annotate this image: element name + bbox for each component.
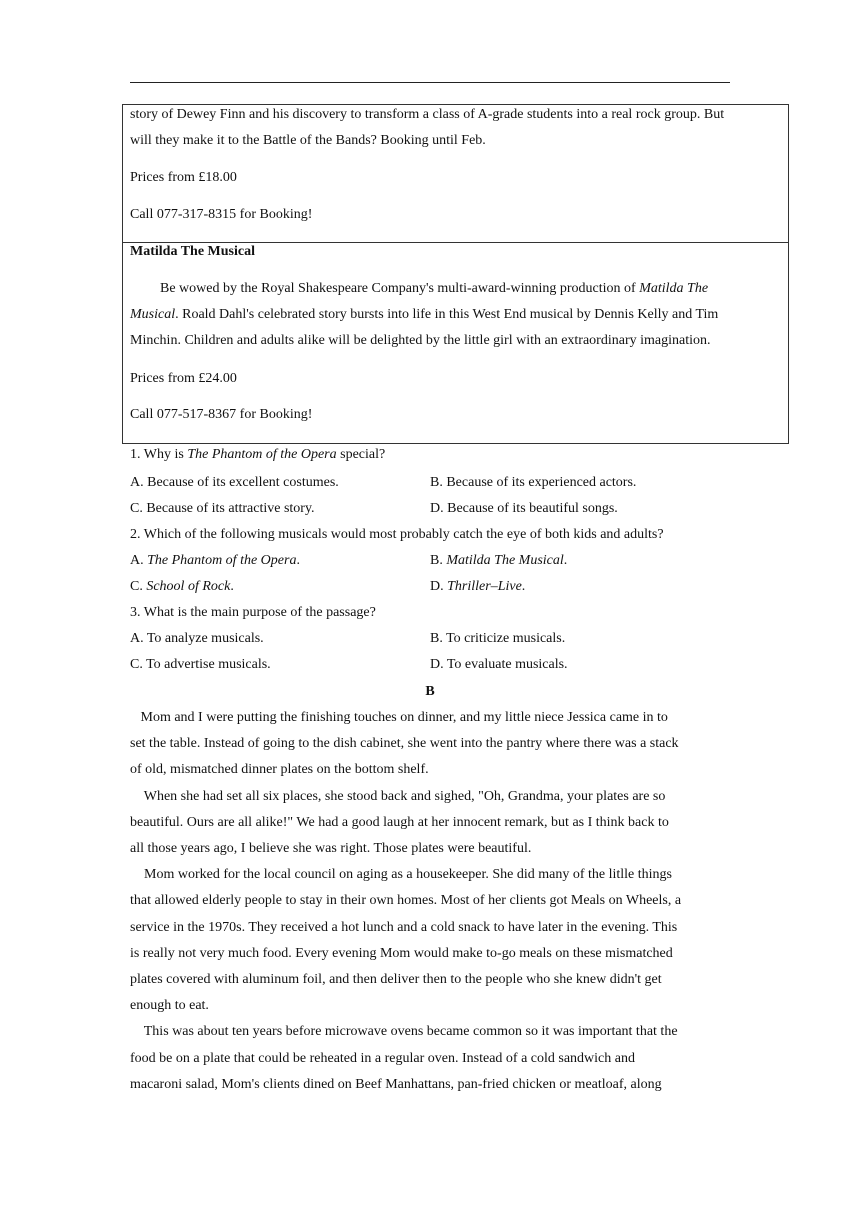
ad1-text-line-2: will they make it to the Battle of the Bands? Booking until Feb. [130, 133, 486, 148]
q1-option-b: B. Because of its experienced actors. [430, 475, 637, 490]
passage-b-line: of old, mismatched dinner plates on the bottom shelf. [130, 762, 429, 778]
question-3-stem: 3. What is the main purpose of the passage? [130, 605, 376, 620]
passage-b-line: is really not very much food. Every evening Mom would make to-go meals on these mismatched [130, 945, 673, 961]
q2-option-c: C. School of Rock. [130, 579, 234, 594]
ad2-text-line-3: Minchin. Children and adults alike will be delighted by the little girl with an extraordinary imagination. [130, 333, 711, 348]
ad2-booking-phone: Call 077-517-8367 for Booking! [130, 407, 313, 422]
ad1-text-line-1: story of Dewey Finn and his discovery to transform a class of A-grade students into a real rock group. But [130, 107, 725, 122]
q1-option-c: C. Because of its attractive story. [130, 501, 315, 516]
q3-option-c: C. To advertise musicals. [130, 657, 271, 672]
passage-b-line: This was about ten years before microwave ovens became common so it was important that the [130, 1024, 678, 1040]
q3-option-a: A. To analyze musicals. [130, 631, 264, 646]
passage-b-line: macaroni salad, Mom's clients dined on Beef Manhattans, pan-fried chicken or meatloaf, along [130, 1076, 662, 1092]
passage-b-line: enough to eat. [130, 998, 209, 1014]
passage-b-line: plates covered with aluminum foil, and then deliver then to the people who she knew didn't get [130, 972, 662, 987]
question-1-stem: 1. Why is The Phantom of the Opera special? [130, 447, 386, 462]
q1-option-d: D. Because of its beautiful songs. [430, 501, 618, 516]
q1-option-a: A. Because of its excellent costumes. [130, 475, 339, 490]
ad2-title: Matilda The Musical [130, 244, 255, 259]
header-rule [130, 82, 730, 83]
ad2-text-line-1: Be wowed by the Royal Shakespeare Company's multi-award-winning production of Matilda The [160, 281, 709, 296]
passage-b-line: food be on a plate that could be reheated in a regular oven. Instead of a cold sandwich and [130, 1050, 635, 1066]
q2-option-a: A. The Phantom of the Opera. [130, 553, 300, 568]
passage-b-line: set the table. Instead of going to the dish cabinet, she went into the pantry where there was a stack [130, 736, 679, 752]
ad1-booking-phone: Call 077-317-8315 for Booking! [130, 207, 313, 222]
passage-b-line: When she had set all six places, she stood back and sighed, "Oh, Grandma, your plates are so [130, 788, 666, 804]
ad2-price: Prices from £24.00 [130, 371, 237, 386]
q2-option-d: D. Thriller–Live. [430, 579, 526, 594]
q3-option-d: D. To evaluate musicals. [430, 657, 568, 672]
ad2-text-line-2: Musical. Roald Dahl's celebrated story bursts into life in this West End musical by Dennis Kelly and Tim [130, 307, 719, 322]
ad1-price: Prices from £18.00 [130, 170, 237, 185]
section-heading-b: B [425, 684, 435, 699]
passage-b-line: Mom worked for the local council on aging as a housekeeper. She did many of the litlle things [130, 867, 672, 883]
passage-b-line: that allowed elderly people to stay in their own homes. Most of her clients got Meals on Wheels, a [130, 893, 682, 909]
passage-b-line: all those years ago, I believe she was right. Those plates were beautiful. [130, 841, 532, 856]
passage-b-line: Mom and I were putting the finishing touches on dinner, and my little niece Jessica came in to [130, 710, 668, 725]
question-2-stem: 2. Which of the following musicals would most probably catch the eye of both kids and adults? [130, 527, 664, 542]
q2-option-b: B. Matilda The Musical. [430, 553, 568, 568]
q3-option-b: B. To criticize musicals. [430, 631, 566, 646]
passage-b-line: beautiful. Ours are all alike!" We had a good laugh at her innocent remark, but as I think back to [130, 814, 669, 830]
passage-b-line: service in the 1970s. They received a hot lunch and a cold snack to have later in the evening. This [130, 919, 678, 935]
